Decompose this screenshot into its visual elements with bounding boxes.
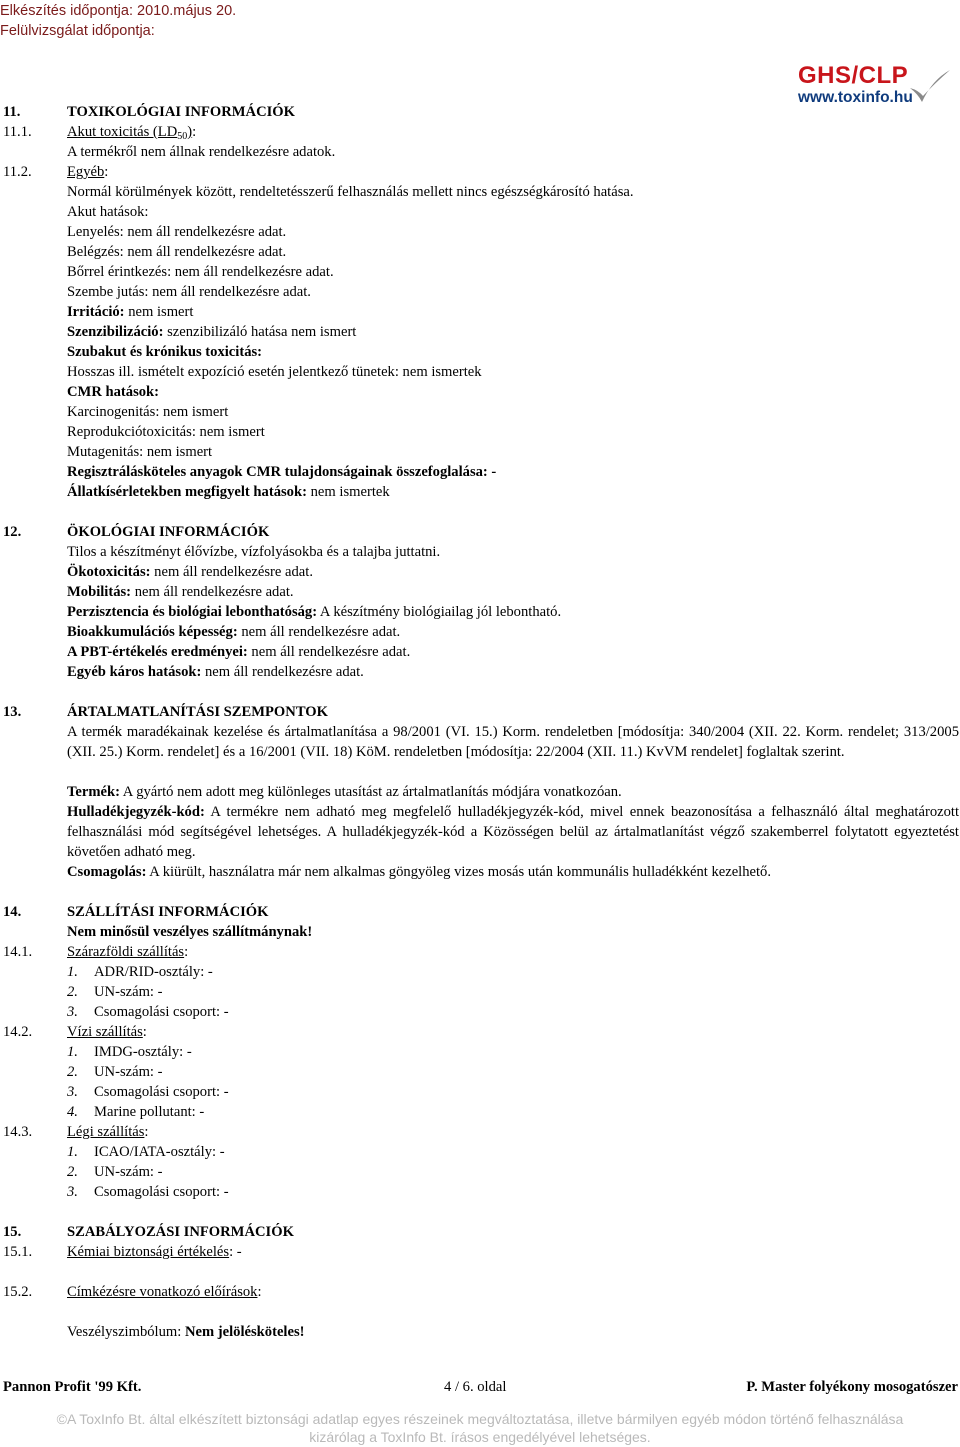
ghs-clp-logo xyxy=(784,62,952,110)
section-number: 12. xyxy=(3,524,22,540)
section-number: 14. xyxy=(3,904,22,920)
text-line: Szubakut és krónikus toxicitás: xyxy=(67,344,263,360)
subsection-label: Vízi szállítás: xyxy=(67,1024,147,1040)
text-line: Belégzés: nem áll rendelkezésre adat. xyxy=(67,244,287,260)
revision-date: Felülvizsgálat időpontja: xyxy=(0,23,155,39)
list-item: 3. xyxy=(67,1084,78,1100)
text-line: A PBT-értékelés eredményei: nem áll rendelkezésre adat. xyxy=(67,644,411,660)
subsection-label: Akut toxicitás $(LD_{50})$: xyxy=(67,124,197,142)
list-item: 1. xyxy=(67,1044,78,1060)
section-title: ÖKOLÓGIAI INFORMÁCIÓK xyxy=(67,524,270,540)
list-item-text: UN-szám: - xyxy=(94,984,163,1000)
subsection-number: 11.1. xyxy=(3,124,32,140)
section-number: 15. xyxy=(3,1224,22,1240)
list-item-text: ICAO/IATA-osztály: - xyxy=(94,1144,225,1160)
text-line: Mobilitás: nem áll rendelkezésre adat. xyxy=(67,584,294,600)
section-title: SZABÁLYOZÁSI INFORMÁCIÓK xyxy=(67,1224,294,1240)
text-line: Akut hatások: xyxy=(67,204,149,220)
subsection-label: Kémiai biztonsági értékelés: - xyxy=(67,1244,242,1260)
subsection-label: Szárazföldi szállítás: xyxy=(67,944,189,960)
list-item: 2. xyxy=(67,1064,78,1080)
hazard-symbol-line: Veszélyszimbólum: Nem jelölésköteles! xyxy=(67,1324,305,1340)
list-item: 1. xyxy=(67,964,78,980)
text-line: Csomagolás: A kiürült, használatra már nem alkalmas göngyöleg vizes mosás után kommunális hulladékként kezelhető. xyxy=(67,864,771,880)
subsection-number: 15.1. xyxy=(3,1244,33,1260)
paragraph: Hulladékjegyzék-kód: A termékre nem adható meg megfelelő hulladékjegyzék-kód, mivel ennek beazonosítása a felhasználó által meghatározott felhasználási mód segítségével lehetséges. A hulladékjegyzék-kód a Közösségen belül az ártalmatlanítást végző szakemberrel folytatott egyeztetést követően adható meg. xyxy=(67,804,959,860)
section-title: TOXIKOLÓGIAI INFORMÁCIÓK xyxy=(67,104,295,120)
list-item: 4. xyxy=(67,1104,78,1120)
text-line: Irritáció: nem ismert xyxy=(67,304,194,320)
subsection-label: Címkézésre vonatkozó előírások: xyxy=(67,1284,262,1300)
subsection-number: 11.2. xyxy=(3,164,32,180)
text-line: CMR hatások: xyxy=(67,384,160,400)
text-line: Szenzibilizáció: szenzibilizáló hatása nem ismert xyxy=(67,324,357,340)
paragraph: A termék maradékainak kezelése és ártalmatlanítása a 98/2001 (VI. 15.) Korm. rendeletben [módosítja: 340/2004 (XII. 22. Korm. rendelet; 313/2005 (XII. 25.) Korm. rendelet] és a 16/2001 (VII. 18) KöM. rendeletben [módosítja: 22/2004 (XII. 11.) KvVM rendelet] foglaltak szerint. xyxy=(67,724,959,760)
list-item-text: Marine pollutant: - xyxy=(94,1104,205,1120)
list-item: 3. xyxy=(67,1184,78,1200)
list-item-text: Csomagolási csoport: - xyxy=(94,1184,229,1200)
list-item: 1. xyxy=(67,1144,78,1160)
text-line: Karcinogenitás: nem ismert xyxy=(67,404,229,420)
subsection-number: 14.1. xyxy=(3,944,33,960)
text-line: Szembe jutás: nem áll rendelkezésre adat. xyxy=(67,284,311,300)
subsection-number: 14.2. xyxy=(3,1024,33,1040)
copyright-line-2: kizárólag a ToxInfo Bt. írásos engedélyével lehetséges. xyxy=(309,1429,651,1445)
text-line: Reprodukciótoxicitás: nem ismert xyxy=(67,424,265,440)
text-line: Normál körülmények között, rendeltetésszerű felhasználás mellett nincs egészségkárosító hatása. xyxy=(67,184,634,200)
list-item-text: Csomagolási csoport: - xyxy=(94,1084,229,1100)
text-line: Regisztrálásköteles anyagok CMR tulajdonságainak összefoglalása: - xyxy=(67,464,497,480)
subsection-label: Egyéb: xyxy=(67,164,109,180)
copyright-line-1: ©A ToxInfo Bt. által elkészített biztonsági adatlap egyes részeinek megváltoztatása, illetve bármilyen egyéb módon történő felhasználása xyxy=(56,1411,904,1427)
text-line: Hosszas ill. ismételt expozíció esetén jelentkező tünetek: nem ismertek xyxy=(67,364,482,380)
footer-page-number: 4 / 6. oldal xyxy=(444,1379,507,1395)
list-item-text: UN-szám: - xyxy=(94,1164,163,1180)
list-item-text: UN-szám: - xyxy=(94,1064,163,1080)
checkmark-icon xyxy=(908,68,952,106)
text-line: Bőrrel érintkezés: nem áll rendelkezésre adat. xyxy=(67,264,334,280)
list-item-text: ADR/RID-osztály: - xyxy=(94,964,213,980)
logo-text-url: www.toxinfo.hu xyxy=(798,89,913,106)
text-line: Lenyelés: nem áll rendelkezésre adat. xyxy=(67,224,287,240)
footer-product: P. Master folyékony mosogatószer xyxy=(746,1379,958,1395)
text-line: Tilos a készítményt élővízbe, vízfolyásokba és a talajba juttatni. xyxy=(67,544,441,560)
text-line: Állatkísérletekben megfigyelt hatások: nem ismertek xyxy=(67,484,390,500)
text-line: Mutagenitás: nem ismert xyxy=(67,444,213,460)
text-line: Termék: A gyártó nem adott meg különleges utasítást az ártalmatlanítás módjára vonatkozóan. xyxy=(67,784,622,800)
text-line: Bioakkumulációs képesség: nem áll rendelkezésre adat. xyxy=(67,624,401,640)
list-item: 3. xyxy=(67,1004,78,1020)
section-number: 13. xyxy=(3,704,22,720)
text-line: Nem minősül veszélyes szállítmánynak! xyxy=(67,924,313,940)
list-item: 2. xyxy=(67,984,78,1000)
text-line: Egyéb káros hatások: nem áll rendelkezésre adat. xyxy=(67,664,364,680)
list-item-text: Csomagolási csoport: - xyxy=(94,1004,229,1020)
section-title: SZÁLLÍTÁSI INFORMÁCIÓK xyxy=(67,904,269,920)
list-item-text: IMDG-osztály: - xyxy=(94,1044,192,1060)
subsection-number: 15.2. xyxy=(3,1284,33,1300)
section-number: 11. xyxy=(3,104,21,120)
section-title: ÁRTALMATLANÍTÁSI SZEMPONTOK xyxy=(67,704,328,720)
list-item: 2. xyxy=(67,1164,78,1180)
text-line: A termékről nem állnak rendelkezésre adatok. xyxy=(67,144,336,160)
text-line: Perzisztencia és biológiai lebonthatóság: A készítmény biológiailag jól lebontható. xyxy=(67,604,562,620)
subsection-label: Légi szállítás: xyxy=(67,1124,149,1140)
subsection-number: 14.3. xyxy=(3,1124,33,1140)
created-date: Elkészítés időpontja: 2010.május 20. xyxy=(0,3,237,19)
logo-text-ghs: GHS/CLP xyxy=(798,62,909,89)
text-line: Ökotoxicitás: nem áll rendelkezésre adat. xyxy=(67,564,313,580)
footer-company: Pannon Profit '99 Kft. xyxy=(3,1379,142,1395)
